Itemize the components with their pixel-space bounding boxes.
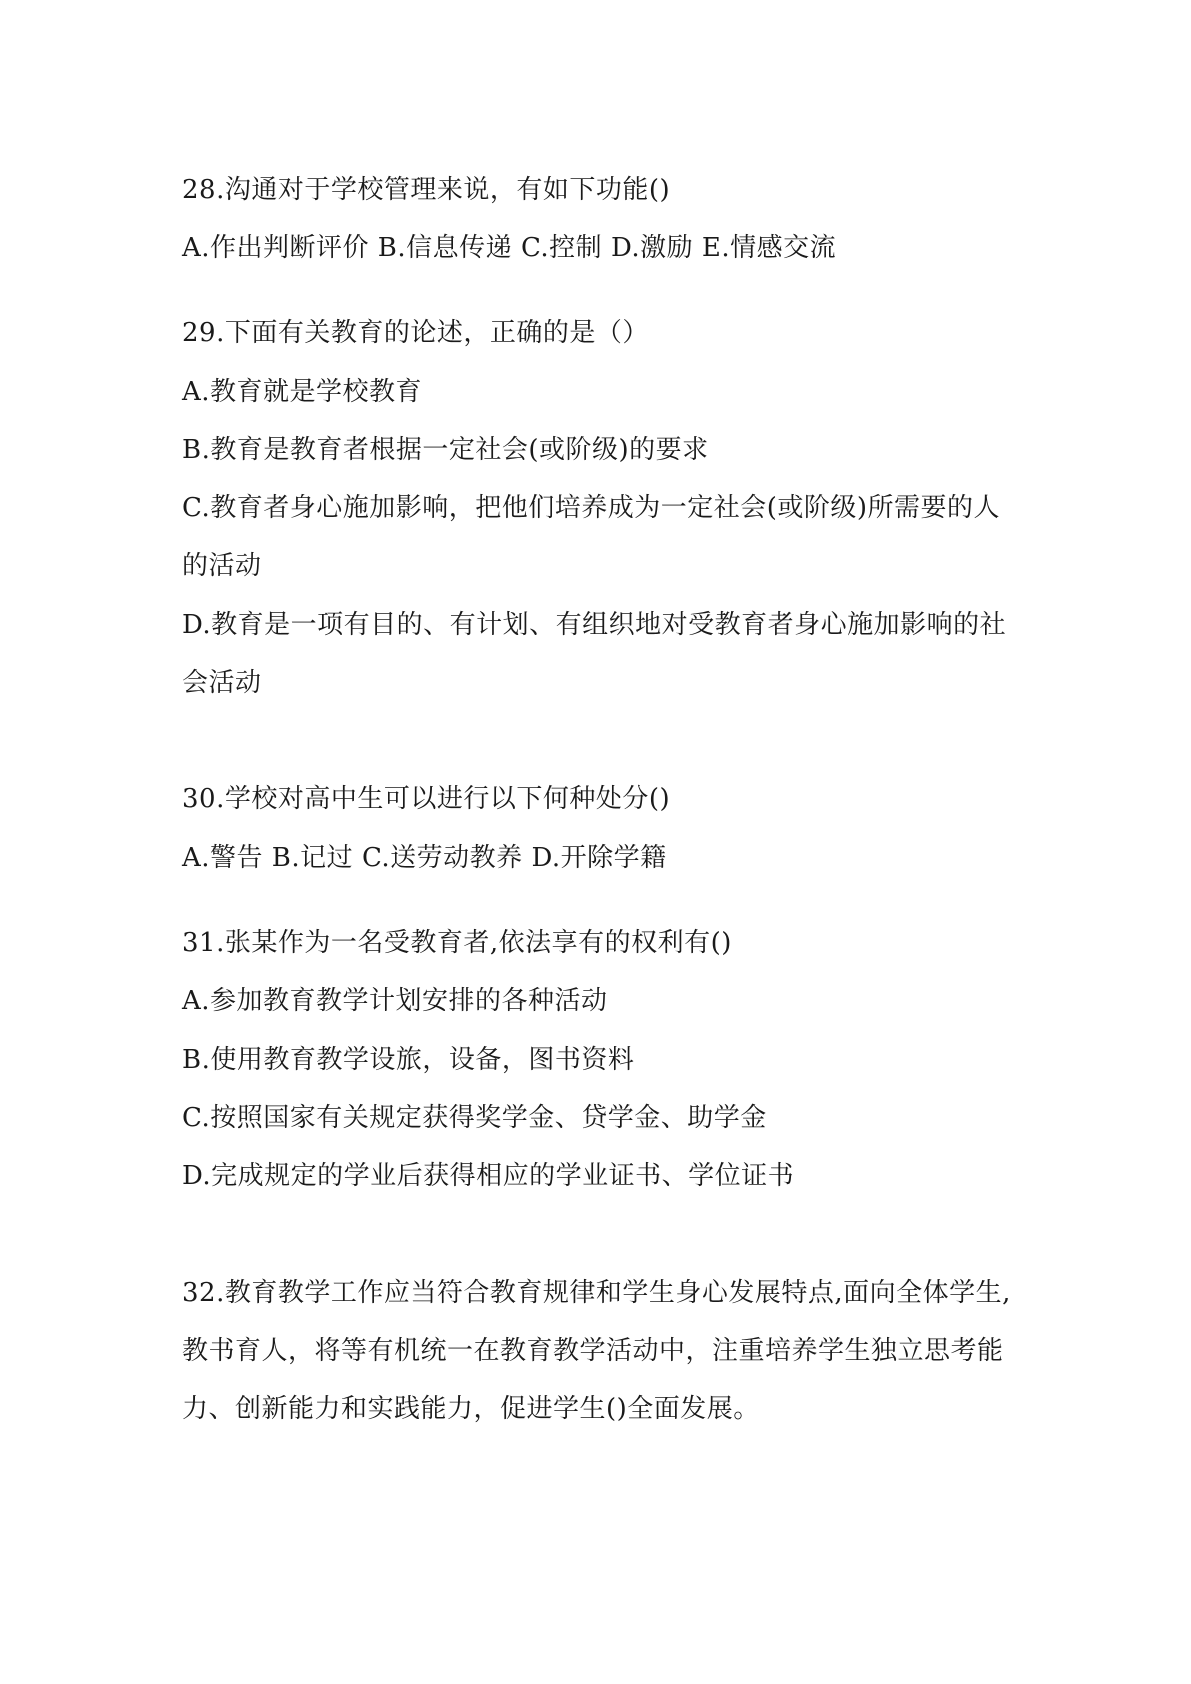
- question-31-option-c: C.按照国家有关规定获得奖学金、贷学金、助学金: [182, 1103, 767, 1133]
- question-31-option-a: A.参加教育教学计划安排的各种活动: [182, 986, 608, 1016]
- question-29-stem: 29.下面有关教育的论述，正确的是（）: [182, 318, 649, 348]
- question-32-stem-line-3: 力、创新能力和实践能力，促进学生()全面发展。: [182, 1394, 760, 1424]
- question-30-stem: 30.学校对高中生可以进行以下何种处分(): [182, 784, 671, 814]
- question-29-option-c-cont: 的活动: [182, 551, 262, 581]
- question-28-options: A.作出判断评价 B.信息传递 C.控制 D.激励 E.情感交流: [182, 233, 837, 263]
- question-31-stem: 31.张某作为一名受教育者,依法享有的权利有(): [182, 928, 732, 958]
- question-29-option-a: A.教育就是学校教育: [182, 377, 423, 407]
- question-29-option-c: C.教育者身心施加影响，把他们培养成为一定社会(或阶级)所需要的人: [182, 493, 1001, 523]
- question-28-stem: 28.沟通对于学校管理来说，有如下功能(): [182, 175, 671, 205]
- question-29-option-b: B.教育是教育者根据一定社会(或阶级)的要求: [182, 435, 709, 465]
- question-32-stem-line-1: 32.教育教学工作应当符合教育规律和学生身心发展特点,面向全体学生,: [182, 1278, 1011, 1308]
- question-30-options: A.警告 B.记过 C.送劳动教养 D.开除学籍: [182, 843, 667, 873]
- question-32-stem-line-2: 教书育人，将等有机统一在教育教学活动中，注重培养学生独立思考能: [182, 1336, 1004, 1366]
- question-31-option-b: B.使用教育教学设旅，设备，图书资料: [182, 1045, 635, 1075]
- question-31-option-d: D.完成规定的学业后获得相应的学业证书、学位证书: [182, 1161, 795, 1191]
- question-29-option-d: D.教育是一项有目的、有计划、有组织地对受教育者身心施加影响的社: [182, 610, 1007, 640]
- question-29-option-d-cont: 会活动: [182, 668, 262, 698]
